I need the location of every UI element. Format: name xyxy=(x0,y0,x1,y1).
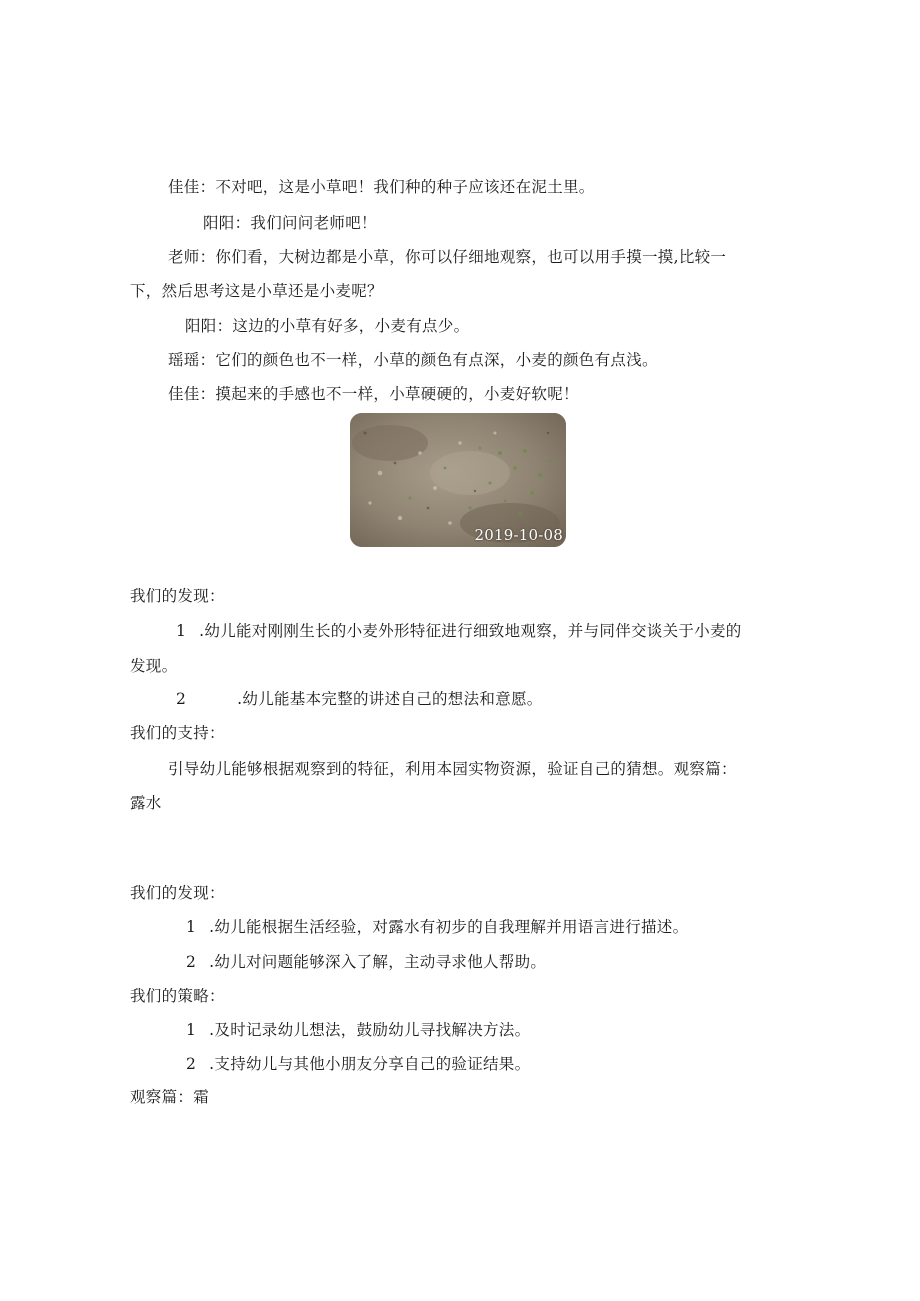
strategy-2-text: .支持幼儿与其他小朋友分享自己的验证结果。 xyxy=(209,1055,531,1073)
finding-1-2-text: .幼儿能基本完整的讲述自己的想法和意愿。 xyxy=(237,690,543,708)
strategy-heading: 我们的策略： xyxy=(130,987,225,1005)
finding-2-1-text: .幼儿能根据生活经验，对露水有初步的自我理解并用语言进行描述。 xyxy=(209,918,689,936)
strategy-2-number: 2 xyxy=(186,1055,197,1073)
dialogue-jiajia-2: 佳佳：摸起来的手感也不一样，小草硬硬的，小麦好软呢！ xyxy=(168,385,579,403)
strategy-2 xyxy=(186,1054,530,1074)
strategy-1-text: .及时记录幼儿想法，鼓励幼儿寻找解决方法。 xyxy=(209,1021,531,1039)
finding-1-1 xyxy=(176,621,742,641)
photo-date-stamp: 2019-10-08 xyxy=(474,526,563,544)
observation-frost-heading: 观察篇：霜 xyxy=(130,1088,210,1106)
finding-2-2-number: 2 xyxy=(186,953,197,971)
support-heading: 我们的支持： xyxy=(130,724,225,742)
finding-1-1-number: 1 xyxy=(176,622,187,640)
strategy-1 xyxy=(186,1020,530,1040)
findings-heading-2: 我们的发现： xyxy=(130,884,225,902)
finding-2-1 xyxy=(186,917,688,937)
dialogue-teacher-line-a: 老师：你们看，大树边都是小草，你可以仔细地观察，也可以用手摸一摸,比较一 xyxy=(168,248,727,266)
dialogue-yangyang-2: 阳阳：这边的小草有好多，小麦有点少。 xyxy=(185,317,470,335)
finding-1-1-continued: 发现。 xyxy=(130,657,178,675)
finding-2-2-text: .幼儿对问题能够深入了解，主动寻求他人帮助。 xyxy=(209,953,547,971)
dialogue-yangyang-1: 阳阳：我们问问老师吧！ xyxy=(203,214,377,232)
finding-1-1-text: .幼儿能对刚刚生长的小麦外形特征进行细致地观察，并与同伴交谈关于小麦的 xyxy=(199,622,742,640)
finding-2-2 xyxy=(186,952,546,972)
findings-heading-1: 我们的发现： xyxy=(130,587,225,605)
strategy-1-number: 1 xyxy=(186,1021,197,1039)
soil-photo xyxy=(350,413,566,547)
support-text-continued: 露水 xyxy=(130,794,162,812)
finding-1-2 xyxy=(176,689,543,709)
finding-1-2-number: 2 xyxy=(176,690,187,708)
dialogue-jiajia-1: 佳佳：不对吧，这是小草吧！我们种的种子应该还在泥土里。 xyxy=(168,178,595,196)
support-text: 引导幼儿能够根据观察到的特征，利用本园实物资源，验证自己的猜想。观察篇： xyxy=(168,760,737,778)
dialogue-teacher-line-b: 下，然后思考这是小草还是小麦呢？ xyxy=(130,282,383,300)
finding-2-1-number: 1 xyxy=(186,918,197,936)
dialogue-yaoyao: 瑶瑶：它们的颜色也不一样，小草的颜色有点深，小麦的颜色有点浅。 xyxy=(168,351,658,369)
